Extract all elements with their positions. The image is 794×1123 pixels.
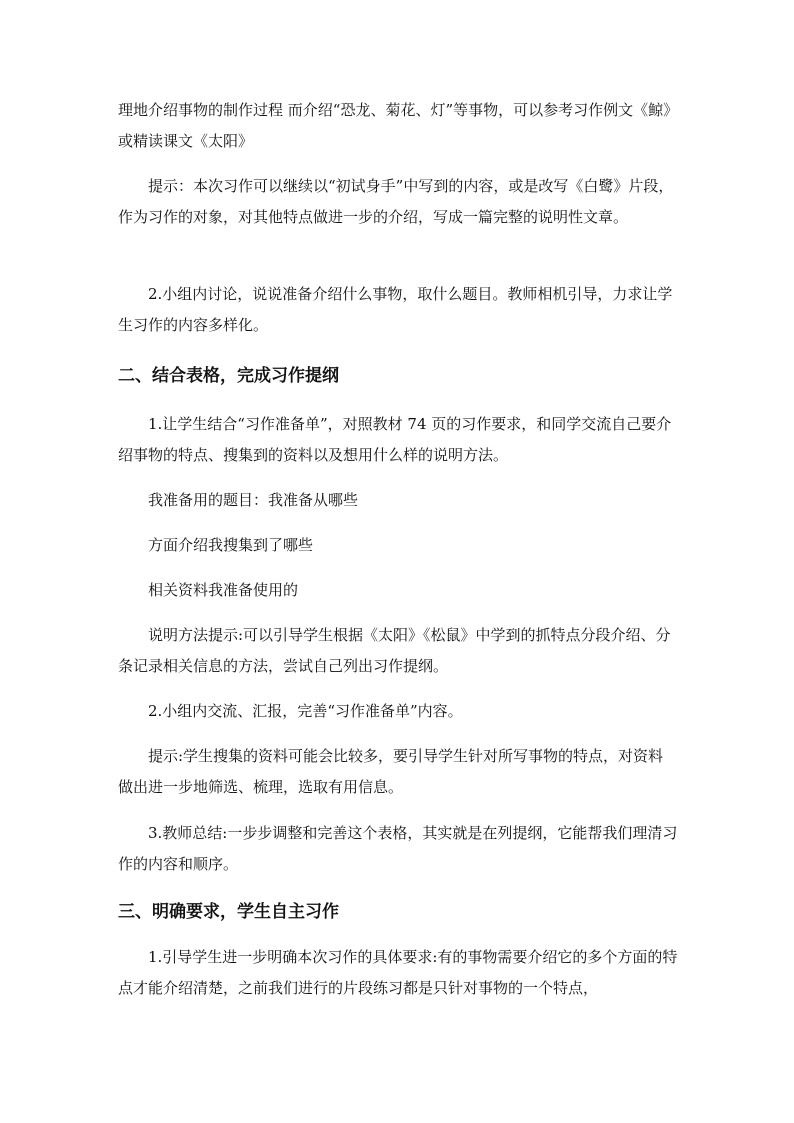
paragraph-step-1b: 1.让学生结合“习作准备单”，对照教材 74 页的习作要求，和同学交流自己要介绍事物的特点、搜集到的资料以及想用什么样的说明方法。 bbox=[118, 415, 672, 464]
paragraph-hint-1: 提示：本次习作可以继续以“初试身手”中写到的内容，或是改写《白鹭》片段，作为习作的对象，对其他特点做进一步的介绍，写成一篇完整的说明性文章。 bbox=[118, 177, 674, 226]
paragraph-intro-continued: 理地介绍事物的制作过程 而介绍“恐龙、菊花、灯”等事物，可以参考习作例文《鲸》或精读课文《太阳》 bbox=[118, 101, 671, 150]
paragraph-step-1c: 1.引导学生进一步明确本次习作的具体要求:有的事物需要介绍它的多个方面的特点才能介绍清楚，之前我们进行的片段练习都是只针对事物的一个特点， bbox=[118, 948, 678, 997]
section-heading-3: 三、明确要求，学生自主习作 bbox=[118, 902, 339, 922]
paragraph-step-2b: 2.小组内交流、汇报，完善“习作准备单”内容。 bbox=[148, 702, 463, 720]
paragraph-teacher-summary: 3.教师总结:一步步调整和完善这个表格，其实就是在列提纲，它能帮我们理清习作的内容和顺序。 bbox=[118, 824, 678, 873]
paragraph-method-hint: 说明方法提示:可以引导学生根据《太阳》《松鼠》中学到的抓特点分段介绍、分条记录相关信息的方法，尝试自己列出习作提纲。 bbox=[118, 626, 671, 675]
paragraph-form-line-2: 方面介绍我搜集到了哪些 bbox=[148, 536, 314, 554]
paragraph-hint-2: 提示:学生搜集的资料可能会比较多，要引导学生针对所写事物的特点，对资料做出进一步地筛选、梳理，选取有用信息。 bbox=[118, 747, 664, 796]
section-heading-2: 二、结合表格，完成习作提纲 bbox=[118, 366, 339, 386]
paragraph-form-line-3: 相关资料我准备使用的 bbox=[148, 581, 299, 599]
paragraph-step-2: 2.小组内讨论，说说准备介绍什么事物，取什么题目。教师相机引导，力求让学生习作的内容多样化。 bbox=[118, 285, 673, 334]
paragraph-form-line-1: 我准备用的题目：我准备从哪些 bbox=[148, 491, 359, 509]
